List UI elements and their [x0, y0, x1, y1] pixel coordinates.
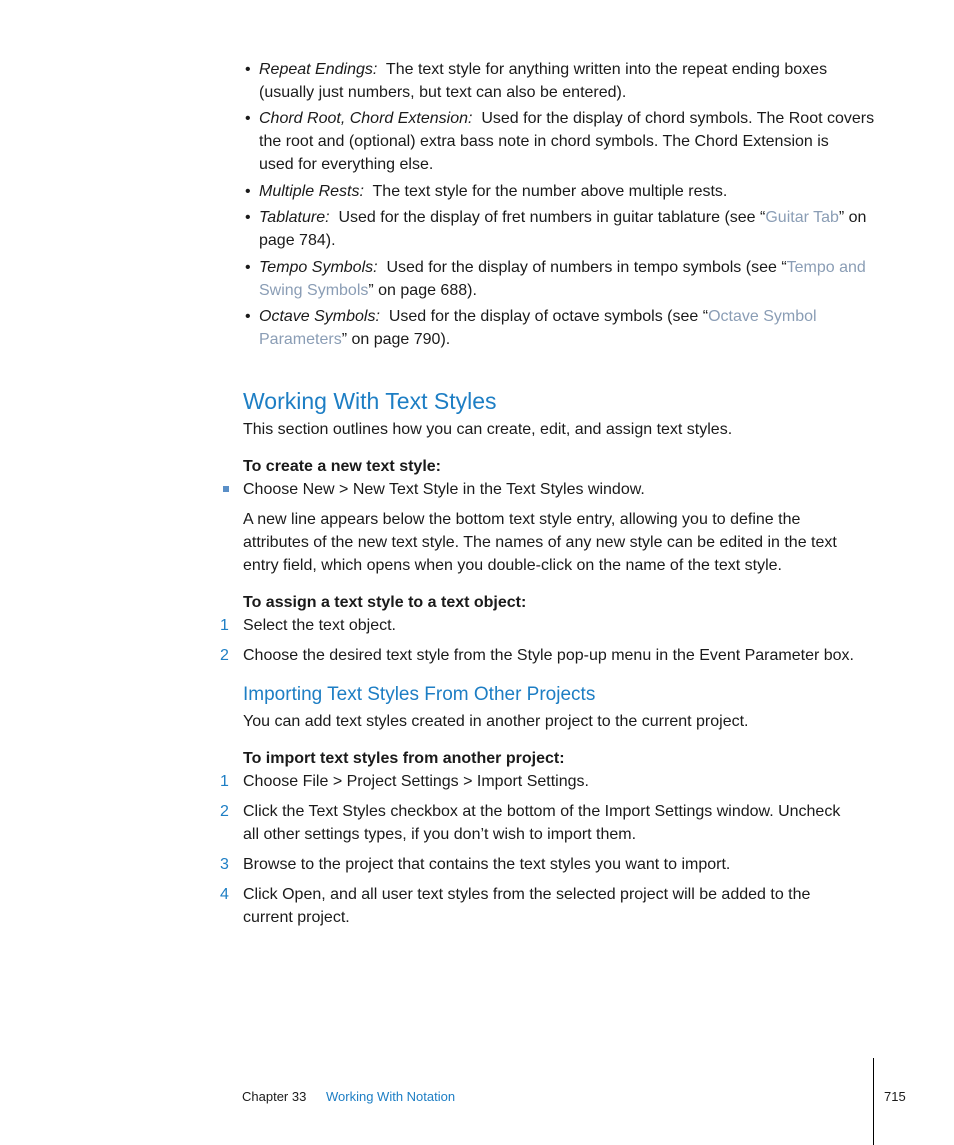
text: ” on: [838, 209, 867, 226]
page-number: 715: [884, 1089, 906, 1104]
create-heading: To create a new text style:: [243, 458, 441, 475]
subsection-intro: You can add text styles created in another project to the current project.: [243, 713, 749, 730]
bullet-dot: •: [245, 259, 251, 276]
term: Repeat Endings:: [259, 61, 378, 78]
text: The text style for anything written into the repeat ending boxes: [385, 61, 828, 78]
footer-chapter: Chapter 33: [242, 1089, 307, 1104]
text: Used for the display of chord symbols. The Root covers: [481, 110, 875, 127]
term: Chord Root, Chord Extension:: [259, 110, 473, 127]
text: ” on page 688).: [368, 282, 477, 299]
create-step: Choose New > New Text Style in the Text Styles window.: [243, 481, 645, 498]
step-text: Browse to the project that contains the text styles you want to import.: [243, 856, 731, 873]
bullet-dot: •: [245, 183, 251, 200]
term: Octave Symbols:: [259, 308, 380, 325]
footer-divider: [873, 1058, 874, 1145]
bullet-repeat-endings: [259, 58, 827, 81]
bullet-line: the root and (optional) extra bass note in chord symbols. The Chord Extension is: [259, 133, 829, 150]
term: Multiple Rests:: [259, 183, 364, 200]
bullet-octave-symbols: [259, 305, 817, 328]
link-octave-params[interactable]: Parameters: [259, 331, 342, 348]
step-number: 1: [220, 773, 229, 790]
text: The text style for the number above multiple rests.: [372, 183, 728, 200]
text: Used for the display of fret numbers in guitar tablature (see “: [338, 209, 766, 226]
paragraph-line: attributes of the new text style. The names of any new style can be edited in the text: [243, 534, 837, 551]
step-text: Select the text object.: [243, 617, 396, 634]
term: Tempo Symbols:: [259, 259, 378, 276]
bullet-dot: •: [245, 209, 251, 226]
bullet-line: used for everything else.: [259, 156, 434, 173]
step-text: current project.: [243, 909, 350, 926]
step-text: Click the Text Styles checkbox at the bottom of the Import Settings window. Uncheck: [243, 803, 841, 820]
step-number: 2: [220, 803, 229, 820]
step-text: Click Open, and all user text styles from the selected project will be added to the: [243, 886, 811, 903]
import-heading: To import text styles from another project:: [243, 750, 565, 767]
bullet-line: [259, 279, 477, 302]
step-number: 1: [220, 617, 229, 634]
subsection-title: Importing Text Styles From Other Projects: [243, 684, 596, 705]
term: Tablature:: [259, 209, 330, 226]
bullet-chord-root: [259, 107, 874, 130]
square-bullet-icon: [223, 486, 229, 492]
step-number: 2: [220, 647, 229, 664]
text: ” on page 790).: [341, 331, 451, 348]
bullet-dot: •: [245, 61, 251, 78]
link-guitar-tab[interactable]: Guitar Tab: [765, 209, 839, 226]
bullet-line: page 784).: [259, 232, 336, 249]
step-number: 4: [220, 886, 229, 903]
bullet-line: (usually just numbers, but text can also be entered).: [259, 84, 627, 101]
paragraph-line: entry field, which opens when you double-click on the name of the text style.: [243, 557, 782, 574]
bullet-dot: •: [245, 110, 251, 127]
bullet-multiple-rests: [259, 180, 727, 203]
step-text: Choose File > Project Settings > Import Settings.: [243, 773, 589, 790]
step-text: all other settings types, if you don’t wish to import them.: [243, 826, 637, 843]
link-octave-params[interactable]: Octave Symbol: [708, 308, 817, 325]
step-text: Choose the desired text style from the Style pop-up menu in the Event Parameter box.: [243, 647, 854, 664]
text: Used for the display of octave symbols (see “: [388, 308, 709, 325]
link-tempo-swing[interactable]: Tempo and: [786, 259, 866, 276]
link-tempo-swing[interactable]: Swing Symbols: [259, 282, 369, 299]
bullet-tempo-symbols: [259, 256, 866, 279]
step-number: 3: [220, 856, 229, 873]
bullet-tablature: [259, 206, 866, 229]
text: Used for the display of numbers in tempo symbols (see “: [386, 259, 787, 276]
footer-chapter-title[interactable]: Working With Notation: [326, 1089, 456, 1104]
assign-heading: To assign a text style to a text object:: [243, 594, 527, 611]
bullet-dot: •: [245, 308, 251, 325]
paragraph-line: A new line appears below the bottom text style entry, allowing you to define the: [243, 511, 801, 528]
bullet-line: [259, 328, 450, 351]
section-intro: This section outlines how you can create, edit, and assign text styles.: [243, 421, 733, 438]
section-title: Working With Text Styles: [243, 388, 497, 414]
